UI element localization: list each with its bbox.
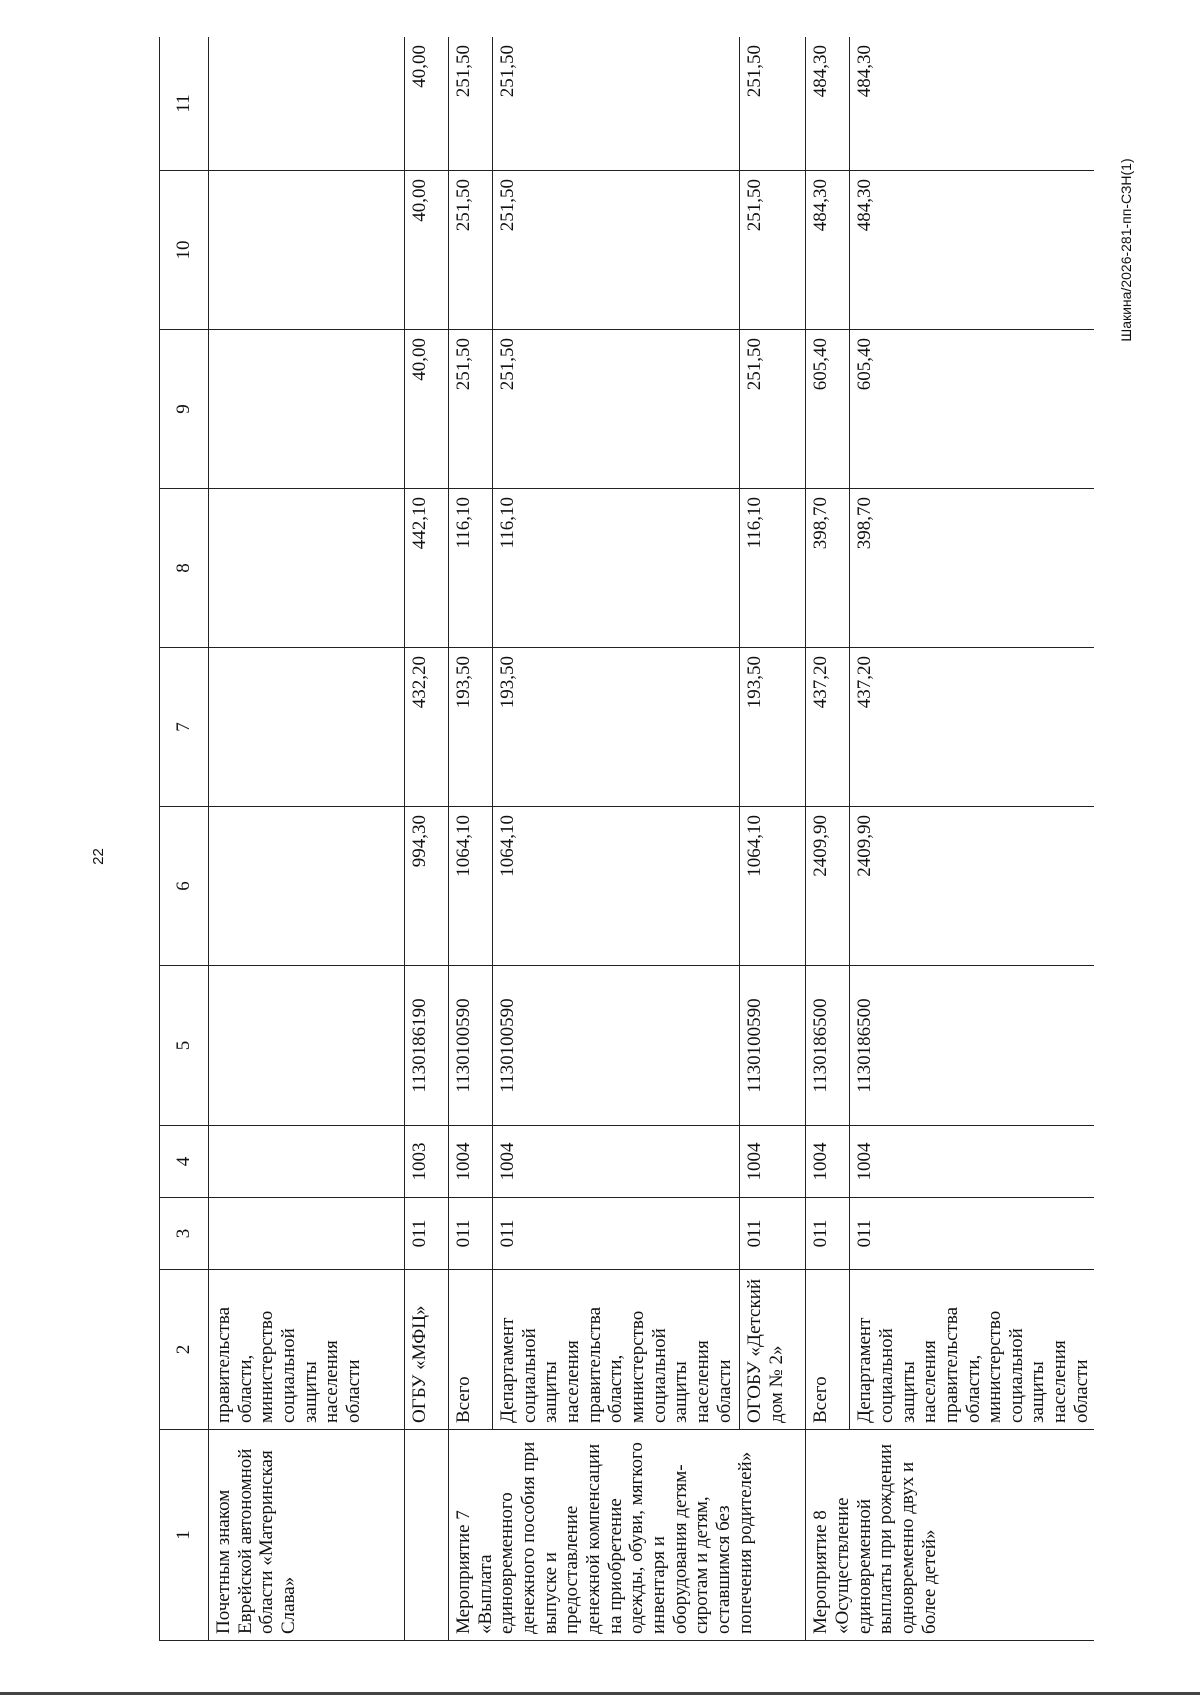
executor-cell: Департамент социальной защиты населения правительства области, министерство социальной защиты населения области [850,1270,1094,1430]
column-header-3: 3 [160,1198,209,1270]
amount-cell: 251,50 [449,171,493,330]
column-header-2: 2 [160,1270,209,1430]
executor-cell: Всего [449,1270,493,1430]
document-code-text: Шакина/2026-281-пп-СЗН(1) [1118,158,1134,342]
section-cell: 1004 [740,1126,806,1198]
code-cell: 011 [405,1198,449,1270]
header-row [160,37,209,1641]
column-header-1: 1 [160,1430,209,1641]
code-cell [209,1198,405,1270]
target-article-cell: 1130186500 [806,966,850,1126]
code-cell: 011 [850,1198,1094,1270]
section-cell: 1004 [850,1126,1094,1198]
amount-cell [209,648,405,807]
amount-cell: 442,10 [405,489,449,648]
executor-cell: Всего [806,1270,850,1430]
measure-cell: Почетным знаком Еврейской автономной области «Материнская Слава» [209,1430,405,1641]
section-cell [209,1126,405,1198]
amount-cell: 2409,90 [850,807,1094,966]
amount-cell: 251,50 [740,171,806,330]
amount-cell: 193,50 [740,648,806,807]
target-article-cell: 1130186190 [405,966,449,1126]
section-cell: 1003 [405,1126,449,1198]
code-cell: 011 [806,1198,850,1270]
executor-cell: правительства области, министерство социальной защиты населения области [209,1270,405,1430]
column-header-8: 8 [160,489,209,648]
table-row [740,37,806,1641]
section-cell: 1004 [449,1126,493,1198]
code-cell: 011 [449,1198,493,1270]
section-cell: 1004 [806,1126,850,1198]
column-header-6: 6 [160,807,209,966]
measure-cell: Мероприятие 8 «Осуществление единовременной выплаты при рождении одновременно двух и более детей» [806,1430,1094,1641]
amount-cell: 40,00 [405,37,449,171]
amount-cell: 605,40 [850,330,1094,489]
table-row [449,37,493,1641]
measure-cell: Мероприятие 7 «Выплата единовременного денежного пособия при выпуске и предоставление денежной компенсации на приобретение одежды, обуви, мягкого инвентаря и оборудования детям-сиротам и детям, оставшимся без попечения родителей» [449,1430,806,1641]
amount-cell: 193,50 [493,648,740,807]
table-row [850,37,1094,1641]
target-article-cell: 1130100590 [449,966,493,1126]
executor-cell: Департамент социальной защиты населения правительства области, министерство социальной защиты населения области [493,1270,740,1430]
amount-cell [209,807,405,966]
amount-cell: 251,50 [449,330,493,489]
amount-cell: 251,50 [740,330,806,489]
amount-cell: 994,30 [405,807,449,966]
amount-cell: 398,70 [850,489,1094,648]
table-row [405,37,449,1641]
rotated-table-wrapper [159,37,1094,1641]
budget-table [159,37,1094,1641]
amount-cell: 437,20 [806,648,850,807]
amount-cell: 40,00 [405,330,449,489]
code-cell: 011 [493,1198,740,1270]
target-article-cell: 1130100590 [740,966,806,1126]
amount-cell: 484,30 [850,171,1094,330]
amount-cell: 398,70 [806,489,850,648]
table-row [209,37,405,1641]
amount-cell [209,37,405,171]
amount-cell: 1064,10 [493,807,740,966]
executor-cell: ОГБУ «МФЦ» [405,1270,449,1430]
amount-cell: 1064,10 [740,807,806,966]
amount-cell: 2409,90 [806,807,850,966]
amount-cell [209,330,405,489]
amount-cell: 251,50 [493,37,740,171]
amount-cell: 605,40 [806,330,850,489]
column-header-10: 10 [160,171,209,330]
amount-cell: 484,30 [806,171,850,330]
amount-cell: 193,50 [449,648,493,807]
amount-cell: 251,50 [449,37,493,171]
scan-bottom-edge [0,1692,1200,1695]
code-cell: 011 [740,1198,806,1270]
amount-cell: 1064,10 [449,807,493,966]
amount-cell: 251,50 [493,330,740,489]
executor-cell: ОГОБУ «Детский дом № 2» [740,1270,806,1430]
amount-cell: 116,10 [493,489,740,648]
column-header-11: 11 [160,37,209,171]
document-code [1112,40,1140,460]
table-row [493,37,740,1641]
amount-cell: 40,00 [405,171,449,330]
amount-cell [209,171,405,330]
measure-cell [405,1430,449,1641]
amount-cell: 116,10 [449,489,493,648]
table-row [806,37,850,1641]
column-header-7: 7 [160,648,209,807]
amount-cell: 484,30 [806,37,850,171]
table-frame [159,37,1094,1641]
page-number [86,836,110,876]
section-cell: 1004 [493,1126,740,1198]
amount-cell: 251,50 [740,37,806,171]
amount-cell: 437,20 [850,648,1094,807]
page-number-text: 22 [89,847,107,865]
column-header-5: 5 [160,966,209,1126]
amount-cell: 116,10 [740,489,806,648]
amount-cell [209,489,405,648]
target-article-cell: 1130186500 [850,966,1094,1126]
target-article-cell: 1130100590 [493,966,740,1126]
target-article-cell [209,966,405,1126]
column-header-9: 9 [160,330,209,489]
amount-cell: 251,50 [493,171,740,330]
amount-cell: 432,20 [405,648,449,807]
column-header-4: 4 [160,1126,209,1198]
amount-cell: 484,30 [850,37,1094,171]
